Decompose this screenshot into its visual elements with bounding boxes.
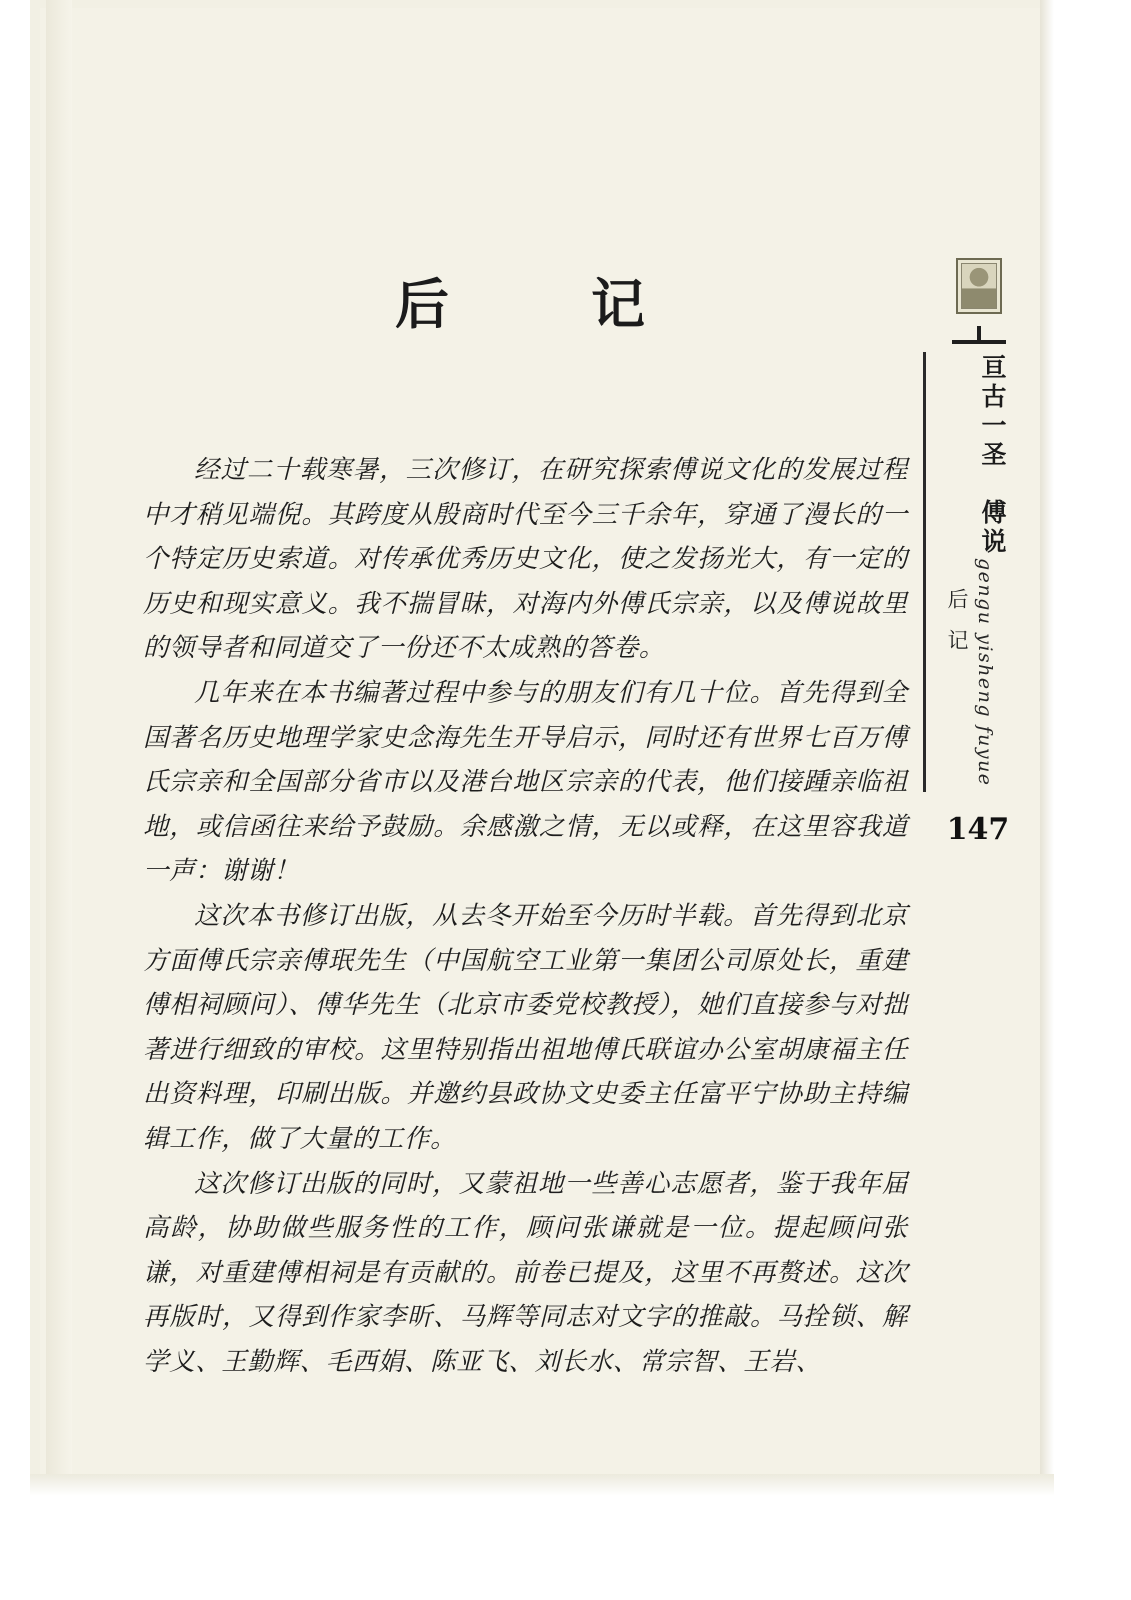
portrait-seal-face — [961, 263, 997, 309]
book-title-vertical: 亘古一圣 傅说 — [978, 354, 1007, 557]
page-title: 后 记 — [395, 272, 689, 336]
running-head-vertical: 后记 — [945, 588, 969, 670]
paragraph: 几年来在本书编著过程中参与的朋友们有几十位。首先得到全国著名历史地理学家史念海先生开导启示，同时还有世界七百万傅氏宗亲和全国部分省市以及港台地区宗亲的代表，他们接踵亲临祖地，或信函往来给予鼓励。余感激之情，无以或释，在这里容我道一声：谢谢！ — [143, 677, 908, 887]
margin-divider-rule — [923, 352, 926, 792]
paragraph: 经过二十载寒暑，三次修订，在研究探索傅说文化的发展过程中才稍见端倪。其跨度从殷商时代至今三千余年，穿通了漫长的一个特定历史索道。对传承优秀历史文化，使之发扬光大，有一定的历史和现实意义。我不揣冒昧，对海内外傅氏宗亲，以及傅说故里的领导者和同道交了一份还不太成熟的答卷。 — [143, 455, 908, 664]
body-text — [143, 448, 908, 1384]
paper-edge-shadow-right — [1040, 0, 1054, 1490]
page-gutter-shadow — [46, 0, 72, 1490]
margin-column — [940, 258, 1026, 898]
page-number: 147 — [946, 812, 1010, 847]
paragraph: 这次本书修订出版，从去冬开始至今历时半载。首先得到北京方面傅氏宗亲傅珉先生（中国航空工业第一集团公司原处长，重建傅相祠顾问）、傅华先生（北京市委党校教授），她们直接参与对拙著进行细致的审校。这里特别指出祖地傅氏联谊办公室胡康福主任出资料理，印刷出版。并邀约县政协文史委主任富平宁协助主持编辑工作，做了大量的工作。 — [143, 900, 908, 1154]
book-title-pinyin: gengu yisheng fuyue — [974, 558, 996, 787]
paragraph: 这次修订出版的同时，又蒙祖地一些善心志愿者，鉴于我年届高龄，协助做些服务性的工作，顾问张谦就是一位。提起顾问张谦，对重建傅相祠是有贡献的。前卷已提及，这里不再赘述。这次再版时，又得到作家李昕、马辉等同志对文字的推敲。马拴锁、解学义、王勤辉、毛西娟、陈亚飞、刘长水、常宗智、王岩、 — [143, 1168, 908, 1377]
margin-rule-horizontal — [952, 340, 1006, 344]
margin-rule-vertical — [977, 326, 981, 340]
paper-edge-shadow-bottom — [30, 1474, 1054, 1496]
portrait-seal-icon — [956, 258, 1002, 314]
